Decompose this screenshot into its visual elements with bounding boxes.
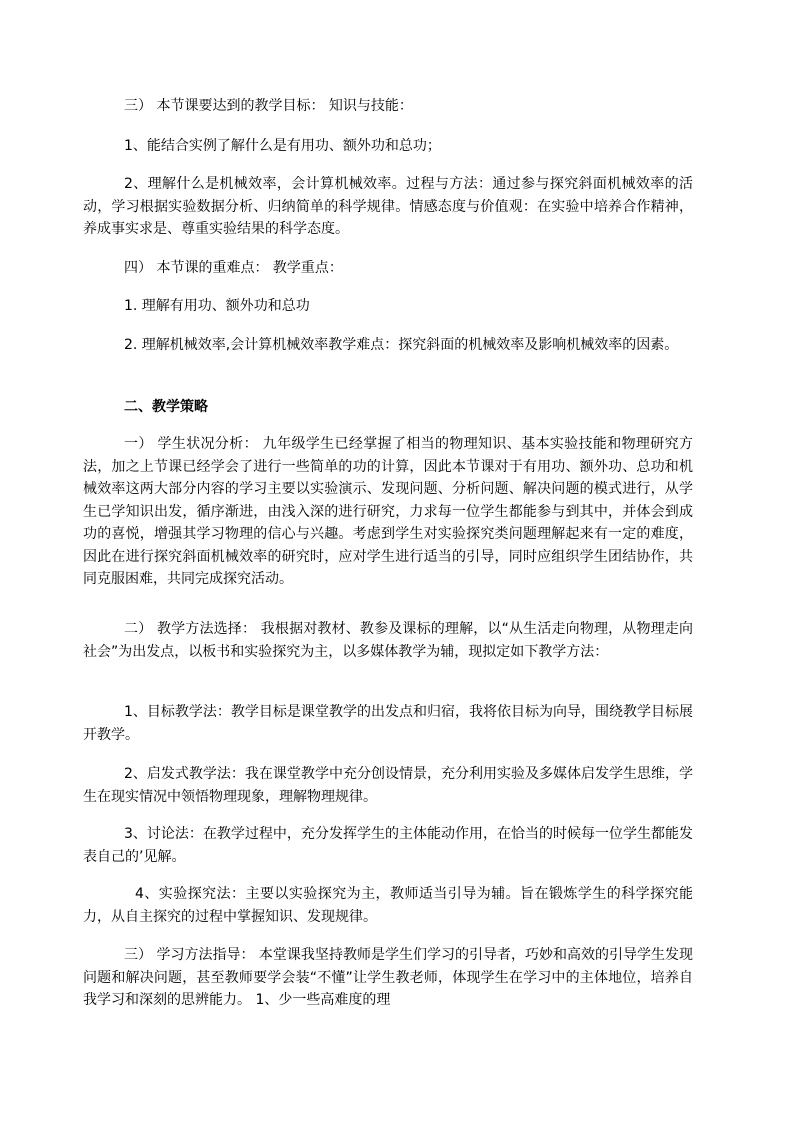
key-point-1: 1. 理解有用功、额外功和总功 [124,298,310,314]
section-4-heading: 四） 本节课的重难点： 教学重点： [124,260,343,276]
method-discussion: 3、讨论法：在教学过程中，充分发挥学生的主体能动作用，在恰当的时候每一位学生都能发表自己的’见解。 [83,826,693,865]
student-analysis: 一） 学生状况分析： 九年级学生已经掌握了相当的物理知识、基本实验技能和物理研究方法，加之上节课已经学会了进行一些简单的功的计算，因此本节课对于有用功、额外功、总功和机械效率这两大部分内容的学习主要以实验演示、发现问题、分析问题、解决问题的模式进行，从学生已学知识出发，循序渐进，由浅入深的进行研究，力求每一位学生都能参与到其中，并体会到成功的喜悦，增强其学习物理的信心与兴趣。考虑到学生对实验探究类问题理解起来有一定的难度，因此在进行探究斜面机械效率的研究时，应对学生进行适当的引导，同时应组织学生团结协作，共同克服困难，共同完成探究活动。 [83,436,693,587]
objective-1: 1、能结合实例了解什么是有用功、额外功和总功； [124,138,441,154]
method-heuristic: 2、启发式教学法：我在课堂教学中充分创设情景，充分利用实验及多媒体启发学生思维，学生在现实情况中领悟物理现象，理解物理规律。 [83,766,693,805]
key-point-2: 2. 理解机械效率,会计算机械效率教学难点：探究斜面的机械效率及影响机械效率的因素。 [124,337,679,353]
teaching-strategy-heading: 二、教学策略 [124,399,208,415]
teaching-method-selection: 二） 教学方法选择： 我根据对教材、教参及课标的理解，以“从生活走向物理，从物理走向社会”为出发点，以板书和实验探究为主，以多媒体教学为辅，现拟定如下教学方法： [83,621,693,660]
method-experiment: 4、实验探究法：主要以实验探究为主，教师适当引导为辅。旨在锻炼学生的科学探究能力，从自主探究的过程中掌握知识、发现规律。 [83,886,693,925]
method-goal-teaching: 1、目标教学法：教学目标是课堂教学的出发点和归宿，我将依目标为向导，围绕教学目标展开教学。 [83,704,693,743]
objective-2: 2、理解什么是机械效率，会计算机械效率。过程与方法：通过参与探究斜面机械效率的活动，学习根据实验数据分析、归纳简单的科学规律。情感态度与价值观：在实验中培养合作精神，养成事实求是、尊重实验结果的科学态度。 [83,176,693,237]
section-3-heading: 三） 本节课要达到的教学目标： 知识与技能： [124,98,413,114]
learning-method-guidance: 三） 学习方法指导： 本堂课我坚持教师是学生们学习的引导者，巧妙和高效的引导学生发现问题和解决问题，甚至教师要学会装“不懂”让学生教老师，体现学生在学习中的主体地位，培养自我学习和深刻的思辨能力。 1、少一些高难度的理 [83,947,693,1008]
